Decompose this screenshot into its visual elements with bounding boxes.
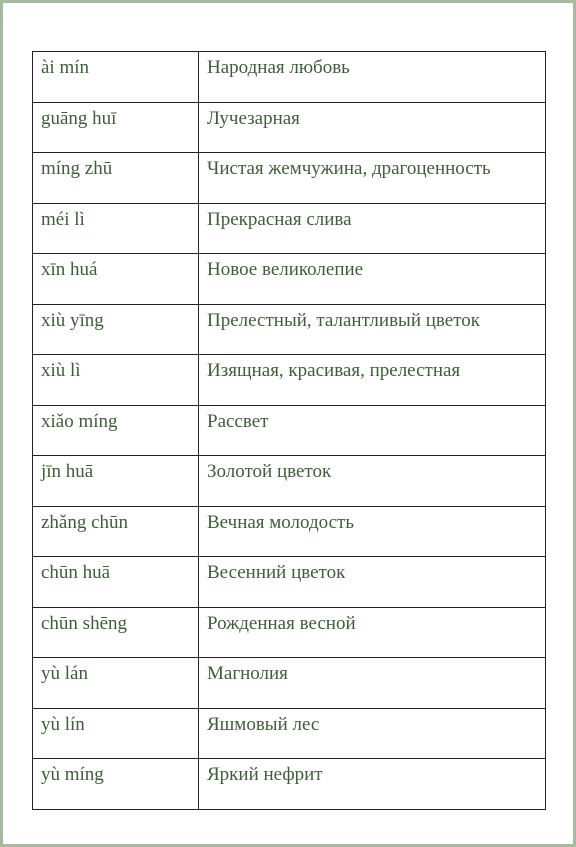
table-row <box>33 153 546 204</box>
table-row <box>33 52 546 103</box>
pinyin-cell: yù lán <box>33 658 199 709</box>
names-table-body <box>33 52 546 810</box>
pinyin-cell: xīn huá <box>33 254 199 305</box>
table-row <box>33 557 546 608</box>
meaning-cell: Золотой цветок <box>199 456 546 507</box>
meaning-cell: Рожденная весной <box>199 607 546 658</box>
meaning-cell: Чистая жемчужина, драгоценность <box>199 153 546 204</box>
table-row <box>33 304 546 355</box>
meaning-cell: Яркий нефрит <box>199 759 546 810</box>
table-row <box>33 607 546 658</box>
table-row <box>33 254 546 305</box>
meaning-cell: Яшмовый лес <box>199 708 546 759</box>
table-row <box>33 355 546 406</box>
pinyin-cell: xiǎo míng <box>33 405 199 456</box>
pinyin-cell: guāng huī <box>33 102 199 153</box>
pinyin-cell: xiù yīng <box>33 304 199 355</box>
pinyin-cell: míng zhū <box>33 153 199 204</box>
meaning-cell: Новое великолепие <box>199 254 546 305</box>
table-row <box>33 456 546 507</box>
meaning-cell: Рассвет <box>199 405 546 456</box>
meaning-cell: Лучезарная <box>199 102 546 153</box>
meaning-cell: Магнолия <box>199 658 546 709</box>
meaning-cell: Весенний цветок <box>199 557 546 608</box>
table-row <box>33 102 546 153</box>
table-row <box>33 506 546 557</box>
table-row <box>33 759 546 810</box>
pinyin-cell: ài mín <box>33 52 199 103</box>
meaning-cell: Вечная молодость <box>199 506 546 557</box>
meaning-cell: Прекрасная слива <box>199 203 546 254</box>
meaning-cell: Изящная, красивая, прелестная <box>199 355 546 406</box>
pinyin-cell: yù míng <box>33 759 199 810</box>
table-row <box>33 708 546 759</box>
names-table <box>32 51 546 810</box>
pinyin-cell: chūn huā <box>33 557 199 608</box>
table-row <box>33 203 546 254</box>
pinyin-cell: zhǎng chūn <box>33 506 199 557</box>
pinyin-cell: méi lì <box>33 203 199 254</box>
pinyin-cell: chūn shēng <box>33 607 199 658</box>
table-row <box>33 405 546 456</box>
table-row <box>33 658 546 709</box>
pinyin-cell: yù lín <box>33 708 199 759</box>
pinyin-cell: jīn huā <box>33 456 199 507</box>
meaning-cell: Народная любовь <box>199 52 546 103</box>
meaning-cell: Прелестный, талантливый цветок <box>199 304 546 355</box>
pinyin-cell: xiù lì <box>33 355 199 406</box>
